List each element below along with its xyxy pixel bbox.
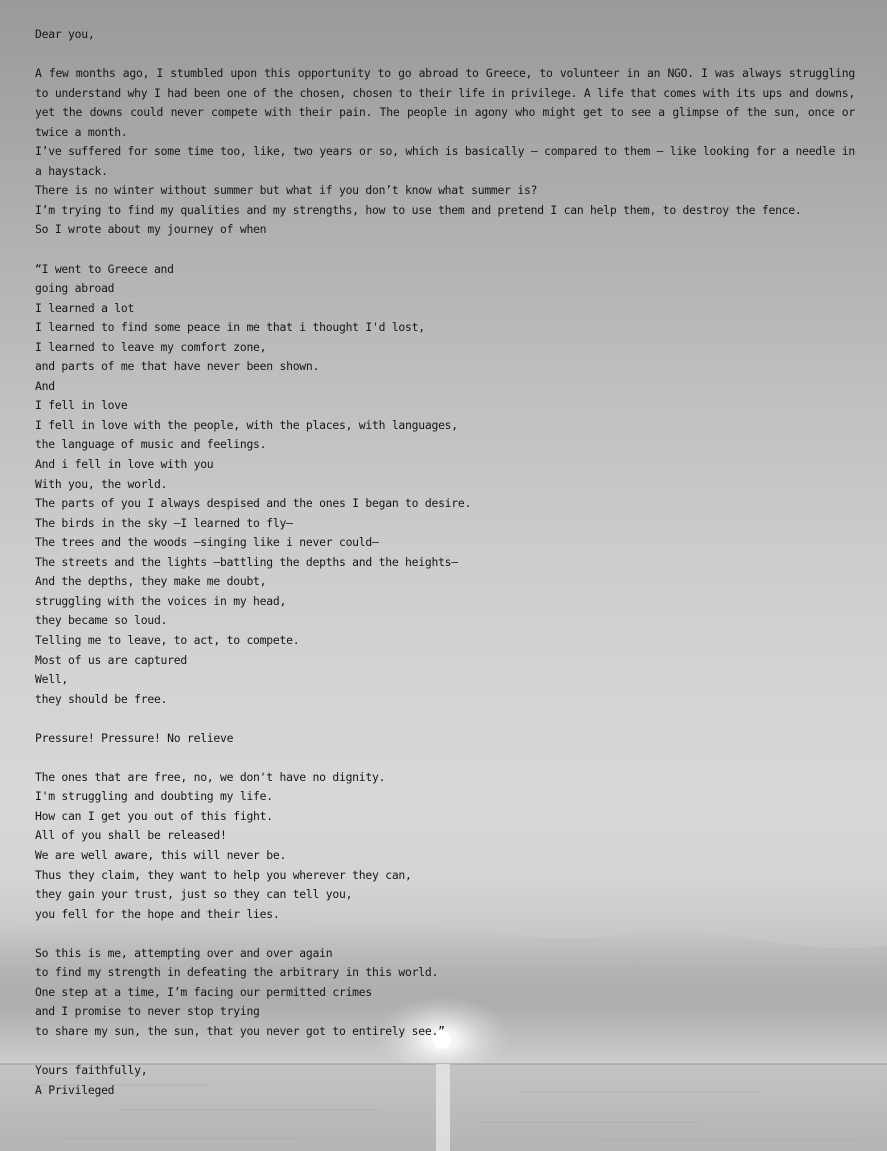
poem-line: going abroad <box>35 281 115 296</box>
poem-line: All of you shall be released! <box>35 828 227 843</box>
poem-stanza-3 <box>35 768 855 924</box>
poem-line: How can I get you out of this fight. <box>35 808 273 823</box>
poem-line: you fell for the hope and their lies. <box>35 906 280 921</box>
poem-line: And <box>35 378 55 393</box>
poem-line: Thus they claim, they want to help you wherever they can, <box>35 867 412 882</box>
poem-stanza-1 <box>35 260 855 710</box>
poem-stanza-2 <box>35 729 855 749</box>
paragraph-gap <box>35 240 855 260</box>
intro-line: I’ve suffered for some time too, like, two years or so, which is basically – compared to them – like looking for a needle in a haystack. <box>35 144 855 178</box>
paragraph-gap <box>35 924 855 944</box>
poem-line: I learned to find some peace in me that i thought I'd lost, <box>35 320 425 335</box>
salutation: Dear you, <box>35 27 95 41</box>
poem-line: And i fell in love with you <box>35 457 214 472</box>
closing: Yours faithfully, <box>35 1062 148 1077</box>
poem-line: and I promise to never stop trying <box>35 1004 260 1019</box>
intro-line: So I wrote about my journey of when <box>35 222 267 237</box>
poem-line: With you, the world. <box>35 476 168 491</box>
letter-text <box>35 25 855 1100</box>
poem-line: I learned a lot <box>35 300 135 315</box>
poem-line: Pressure! Pressure! No relieve <box>35 730 234 745</box>
poem-line: The parts of you I always despised and the ones I began to desire. <box>35 496 472 511</box>
poem-line: I learned to leave my comfort zone, <box>35 339 267 354</box>
intro-paragraphs <box>35 64 855 240</box>
poem-line: I fell in love with the people, with the places, with languages, <box>35 417 458 432</box>
poem-line: the language of music and feelings. <box>35 437 267 452</box>
poem-line: they became so loud. <box>35 613 168 628</box>
intro-line: A few months ago, I stumbled upon this opportunity to go abroad to Greece, to volunteer in an NGO. I was always struggling to understand why I had been one of the chosen, chosen to their life in privilege. A life that comes with its ups and downs, yet the downs could never compete with their pain. The people in agony who might get to see a glimpse of the sun, once or twice a month. <box>35 66 855 139</box>
poem-line: to find my strength in defeating the arbitrary in this world. <box>35 965 439 980</box>
poem-line: The streets and the lights –battling the depths and the heights– <box>35 554 458 569</box>
poem-line: So this is me, attempting over and over again <box>35 945 333 960</box>
poem-line: Well, <box>35 672 69 687</box>
poem-line: The ones that are free, no, we don't have no dignity. <box>35 769 386 784</box>
poem-line: to share my sun, the sun, that you never got to entirely see.” <box>35 1023 445 1038</box>
paragraph-gap <box>35 748 855 768</box>
poem-line: The birds in the sky –I learned to fly– <box>35 515 293 530</box>
poem-line: I fell in love <box>35 398 128 413</box>
intro-line: I’m trying to find my qualities and my strengths, how to use them and pretend I can help them, to destroy the fence. <box>35 202 802 217</box>
paragraph-gap <box>35 45 855 65</box>
poem-line: And the depths, they make me doubt, <box>35 574 267 589</box>
poem-line: they should be free. <box>35 691 168 706</box>
paragraph-gap <box>35 709 855 729</box>
poem-line: The trees and the woods –singing like i never could– <box>35 535 379 550</box>
paragraph-gap <box>35 1041 855 1061</box>
poem-line: they gain your trust, just so they can tell you, <box>35 887 353 902</box>
poem-stanza-4 <box>35 944 855 1042</box>
poem-line: and parts of me that have never been shown. <box>35 359 320 374</box>
poem-line: I'm struggling and doubting my life. <box>35 789 273 804</box>
intro-line: There is no winter without summer but what if you don’t know what summer is? <box>35 183 538 198</box>
signature: A Privileged <box>35 1082 115 1097</box>
poem-line: Telling me to leave, to act, to compete. <box>35 632 300 647</box>
poem-line: struggling with the voices in my head, <box>35 593 287 608</box>
poem-line: “I went to Greece and <box>35 261 174 276</box>
poem-line: One step at a time, I’m facing our permitted crimes <box>35 984 372 999</box>
poem-line: Most of us are captured <box>35 652 187 667</box>
poem-line: We are well aware, this will never be. <box>35 847 287 862</box>
